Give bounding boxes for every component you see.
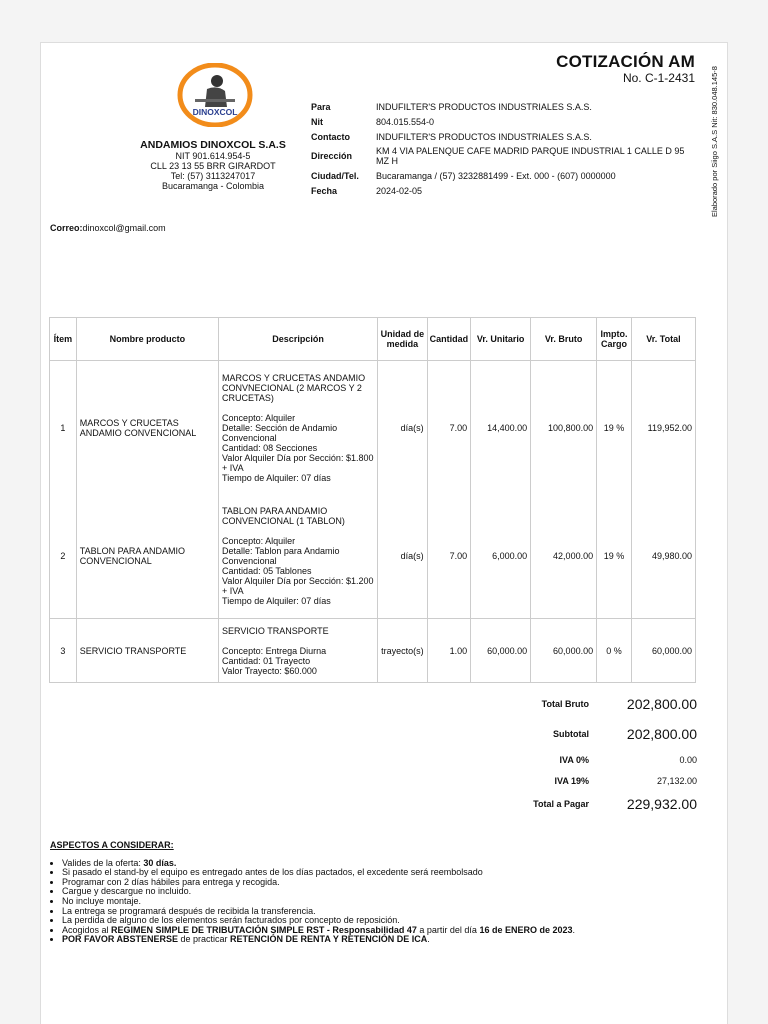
list-item [62, 935, 710, 945]
desc-line: Concepto: Alquiler [222, 536, 296, 547]
subtotal-value: 202,800.00 [626, 726, 697, 742]
desc-line: Valor Alquiler Día por Sección: $1.800 + IVA [222, 452, 374, 473]
table-row [50, 619, 696, 683]
row-unidad: día(s) [378, 495, 428, 619]
row-unitario: 14,400.00 [471, 361, 531, 495]
row-bruto: 100,800.00 [531, 361, 597, 495]
considerations [50, 841, 710, 945]
row-unidad: día(s) [378, 361, 428, 495]
table-row [50, 361, 696, 495]
direccion-label: Dirección [311, 151, 353, 161]
row-descripcion [219, 495, 378, 619]
desc-line: SERVICIO TRANSPORTE [222, 625, 329, 636]
row-total: 60,000.00 [631, 619, 695, 683]
col-descripcion: Descripción [219, 318, 378, 361]
document-title: COTIZACIÓN AM [556, 52, 695, 71]
row-nombre: MARCOS Y CRUCETAS ANDAMIO CONVENCIONAL [76, 361, 218, 495]
quotation-number: No. C-1-2431 [622, 71, 695, 85]
row-total: 119,952.00 [631, 361, 695, 495]
text-run: . [427, 934, 430, 945]
fecha-value: 2024-02-05 [376, 185, 423, 196]
logo-text: DINOXCOL [192, 107, 238, 117]
ciudad-label: Ciudad/Tel. [311, 170, 359, 181]
nit-value: 804.015.554-0 [376, 116, 435, 127]
row-unitario: 6,000.00 [471, 495, 531, 619]
company-block [127, 139, 299, 191]
iva0-row [481, 749, 697, 771]
iva19-row [481, 771, 697, 791]
col-item: Ítem [50, 318, 77, 361]
text-run: REGIMEN SIMPLE DE TRIBUTACIÓN SIMPLE RST - Responsabilidad 47 [111, 924, 417, 935]
iva19-label: IVA 19% [554, 776, 589, 786]
para-value: INDUFILTER'S PRODUCTOS INDUSTRIALES S.A.S. [376, 101, 592, 112]
row-impto: 0 % [597, 619, 632, 683]
list-item: • No incluye montaje. [62, 897, 710, 907]
direccion-value: KM 4 VIA PALENQUE CAFE MADRID PARQUE INDUSTRIAL 1 CALLE D 95 MZ H [376, 146, 685, 166]
desc-line: Cantidad: 05 Tablones [222, 566, 312, 577]
row-bruto: 60,000.00 [531, 619, 597, 683]
email-value: dinoxcol@gmail.com [82, 223, 166, 233]
row-cantidad: 1.00 [427, 619, 471, 683]
text-run: 30 días. [143, 857, 177, 868]
row-bruto: 42,000.00 [531, 495, 597, 619]
iva0-value: 0.00 [679, 755, 697, 765]
desc-line: Concepto: Alquiler [222, 412, 296, 423]
desc-line: Valor Alquiler Día por Sección: $1.200 + IVA [222, 576, 374, 597]
col-total: Vr. Total [631, 318, 695, 361]
list-item: • La perdida de alguno de los elementos serán facturados por concepto de reposición. [62, 916, 710, 926]
total-bruto-row [481, 689, 697, 719]
company-logo [177, 63, 253, 127]
company-city: Bucaramanga - Colombia [161, 181, 265, 191]
col-impto: Impto. Cargo [597, 318, 632, 361]
totals-block [481, 689, 697, 817]
row-cantidad: 7.00 [427, 361, 471, 495]
text-run: . [572, 924, 576, 935]
row-item: 2 [50, 495, 77, 619]
software-credit: Elaborado por Siigo S.A.S Nit: 830.048.145-8 [710, 66, 719, 217]
col-bruto: Vr. Bruto [531, 318, 597, 361]
client-info [311, 99, 696, 198]
text-run: de practicar [178, 934, 231, 945]
text-run: 16 de ENERO de 2023 [479, 924, 573, 935]
iva0-label: IVA 0% [559, 755, 589, 765]
email-label: Correo: [50, 223, 83, 233]
text-run: POR FAVOR ABSTENERSE [62, 934, 179, 945]
fecha-label: Fecha [311, 185, 338, 196]
row-unitario: 60,000.00 [471, 619, 531, 683]
desc-line: Cantidad: 01 Trayecto [222, 655, 311, 666]
company-address: CLL 23 13 55 BRR GIRARDOT [150, 161, 276, 171]
desc-line: Concepto: Entrega Diurna [222, 645, 327, 656]
desc-line: Detalle: Sección de Andamio Convencional [222, 422, 338, 443]
row-impto: 19 % [597, 495, 632, 619]
ciudad-value: Bucaramanga / (57) 3232881499 - Ext. 000 - (607) 0000000 [376, 170, 616, 181]
contacto-label: Contacto [311, 131, 350, 142]
total-bruto-label: Total Bruto [541, 699, 589, 709]
para-label: Para [311, 101, 331, 112]
desc-line: Valor Trayecto: $60.000 [222, 665, 317, 676]
desc-line: MARCOS Y CRUCETAS ANDAMIO CONVNECIONAL (2 MARCOS Y 2 CRUCETAS) [222, 372, 366, 403]
row-total: 49,980.00 [631, 495, 695, 619]
company-phone: Tel: (57) 3113247017 [170, 171, 256, 181]
text-run: Acogidos al [62, 924, 112, 935]
desc-line: Tiempo de Alquiler: 07 días [222, 596, 331, 607]
desc-line: TABLON PARA ANDAMIO CONVENCIONAL (1 TABLON) [222, 506, 345, 527]
nit-label: Nit [311, 116, 323, 127]
considerations-title: ASPECTOS A CONSIDERAR: [50, 840, 174, 850]
text-run: Valides de la oferta: [62, 857, 144, 868]
col-unidad: Unidad de medida [378, 318, 428, 361]
company-nit: NIT 901.614.954-5 [175, 151, 251, 161]
list-item: • Programar con 2 días hábiles para entrega y recogida. [62, 878, 710, 888]
subtotal-label: Subtotal [553, 729, 589, 739]
considerations-list [50, 859, 710, 945]
table-header-row [50, 318, 696, 361]
contacto-value: INDUFILTER'S PRODUCTOS INDUSTRIALES S.A.S. [376, 131, 592, 142]
row-descripcion [219, 361, 378, 495]
col-cantidad: Cantidad [427, 318, 471, 361]
row-nombre: TABLON PARA ANDAMIO CONVENCIONAL [76, 495, 218, 619]
table-row [50, 495, 696, 619]
row-item: 1 [50, 361, 77, 495]
total-pagar-row [481, 791, 697, 817]
desc-line: Cantidad: 08 Secciones [222, 442, 318, 453]
col-unitario: Vr. Unitario [471, 318, 531, 361]
iva19-value: 27,132.00 [656, 776, 697, 786]
quotation-sheet [40, 42, 728, 1024]
total-bruto-value: 202,800.00 [626, 696, 697, 712]
subtotal-row [481, 719, 697, 749]
col-nombre: Nombre producto [76, 318, 218, 361]
row-descripcion [219, 619, 378, 683]
row-item: 3 [50, 619, 77, 683]
text-run: a partir del día [416, 924, 480, 935]
row-cantidad: 7.00 [427, 495, 471, 619]
list-item: • La entrega se programará después de recibida la transferencia. [62, 907, 710, 917]
text-run: RETENCIÓN DE RENTA Y RETENCIÓN DE ICA [230, 934, 428, 945]
row-unidad: trayecto(s) [378, 619, 428, 683]
items-table [49, 317, 696, 683]
total-pagar-label: Total a Pagar [533, 799, 589, 809]
desc-line: Tiempo de Alquiler: 07 días [222, 472, 331, 483]
list-item: • Cargue y descargue no incluido. [62, 887, 710, 897]
row-impto: 19 % [597, 361, 632, 495]
total-pagar-value: 229,932.00 [626, 796, 697, 812]
list-item: • Si pasado el stand-by el equipo es entregado antes de los días pactados, el excedente será reembolsado [62, 868, 710, 878]
desc-line: Detalle: Tablon para Andamio Convencional [222, 546, 340, 567]
row-nombre: SERVICIO TRANSPORTE [76, 619, 218, 683]
email-line [50, 223, 166, 233]
company-name: ANDAMIOS DINOXCOL S.A.S [140, 139, 286, 151]
